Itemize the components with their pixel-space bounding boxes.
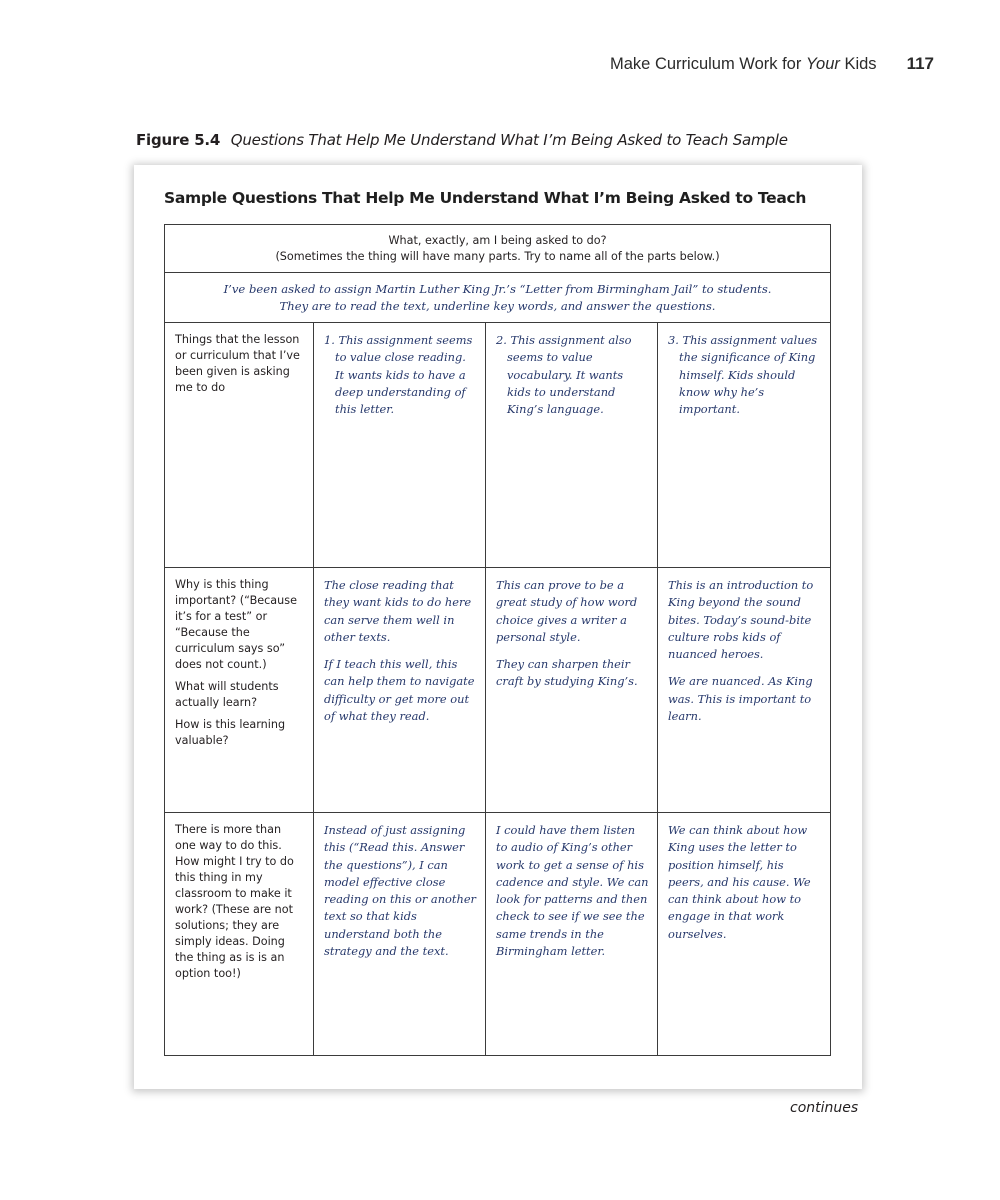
answer-cell (486, 323, 658, 568)
answer-cell (658, 568, 831, 813)
answer-text: This is an introduction to King beyond the sound bites. Today’s sound-bite culture robs kids of nuanced heroes. (668, 578, 814, 662)
worksheet-title: Sample Questions That Help Me Understand What I’m Being Asked to Teach (164, 189, 807, 207)
answer-cell (658, 813, 831, 1056)
prompt-row (165, 225, 831, 273)
figure-title: Questions That Help Me Understand What I’m Being Asked to Teach Sample (230, 131, 788, 149)
answer-text: We are nuanced. As King was. This is important to learn. (668, 674, 813, 724)
answer-text: This can prove to be a great study of how word choice gives a writer a personal style. (496, 578, 638, 644)
answer-cell (314, 813, 486, 1056)
question-text: How is this learning valuable? (175, 718, 286, 747)
figure-label: Figure 5.4 (136, 131, 221, 149)
book-title-italic: Your (805, 55, 840, 73)
question-text: There is more than one way to do this. How might I try to do this thing in my classroom to make it work? (These are not solutions; they are simply ideas. Doing the thing as is is an option too!) (175, 823, 294, 980)
answer-cell (314, 568, 486, 813)
answer-cell (486, 568, 658, 813)
worksheet-table (164, 224, 831, 1056)
answer-text: 2. This assignment also seems to value vocabulary. It wants kids to understand King’s language. (496, 333, 632, 417)
answer-text: 3. This assignment values the significance of King himself. Kids should know why he’s important. (668, 333, 818, 417)
assignment-line: I’ve been asked to assign Martin Luther King Jr.’s “Letter from Birmingham Jail” to students. (223, 282, 772, 296)
prompt-line: What, exactly, am I being asked to do? (388, 234, 607, 247)
figure-caption (136, 131, 788, 149)
table-row (165, 568, 831, 813)
page-number: 117 (906, 54, 934, 73)
continues-label: continues (790, 1100, 859, 1116)
answer-text: If I teach this well, this can help them to navigate difficulty or get more out of what they read. (324, 657, 475, 724)
question-text: What will students actually learn? (175, 680, 279, 709)
figure-card (134, 165, 862, 1089)
running-head (610, 54, 934, 74)
assignment-line: They are to read the text, underline key words, and answer the questions. (279, 299, 716, 313)
answer-text: Instead of just assigning this (“Read this. Answer the questions”), I can model effective close reading on this or another text so that kids understand both the strategy and the text. (324, 823, 477, 959)
question-cell (165, 323, 314, 568)
book-title-suffix: Kids (839, 55, 877, 73)
assignment-row (165, 273, 831, 323)
answer-text: The close reading that they want kids to do here can serve them well in other texts. (324, 578, 472, 644)
table-row (165, 813, 831, 1056)
answer-text: They can sharpen their craft by studying King’s. (496, 657, 638, 689)
question-text: Why is this thing important? (“Because it’s for a test” or “Because the curriculum says so” does not count.) (175, 578, 297, 671)
book-title-prefix: Make Curriculum Work for (610, 55, 806, 73)
answer-cell (486, 813, 658, 1056)
prompt-line: (Sometimes the thing will have many parts. Try to name all of the parts below.) (275, 250, 720, 263)
question-cell (165, 568, 314, 813)
answer-text: 1. This assignment seems to value close reading. It wants kids to have a deep understanding of this letter. (324, 333, 473, 417)
prompt-cell (165, 225, 831, 273)
table-row (165, 323, 831, 568)
answer-text: I could have them listen to audio of King’s other work to get a sense of his cadence and style. We can look for patterns and then check to see if we see the same trends in the Birmingham letter. (496, 823, 649, 959)
answer-cell (314, 323, 486, 568)
book-title (610, 55, 877, 74)
answer-cell (658, 323, 831, 568)
assignment-answer-cell (165, 273, 831, 323)
question-text: Things that the lesson or curriculum that I’ve been given is asking me to do (175, 333, 300, 394)
question-cell (165, 813, 314, 1056)
answer-text: We can think about how King uses the letter to position himself, his peers, and his cause. We can think about how to engage in that work ourselves. (668, 823, 811, 941)
